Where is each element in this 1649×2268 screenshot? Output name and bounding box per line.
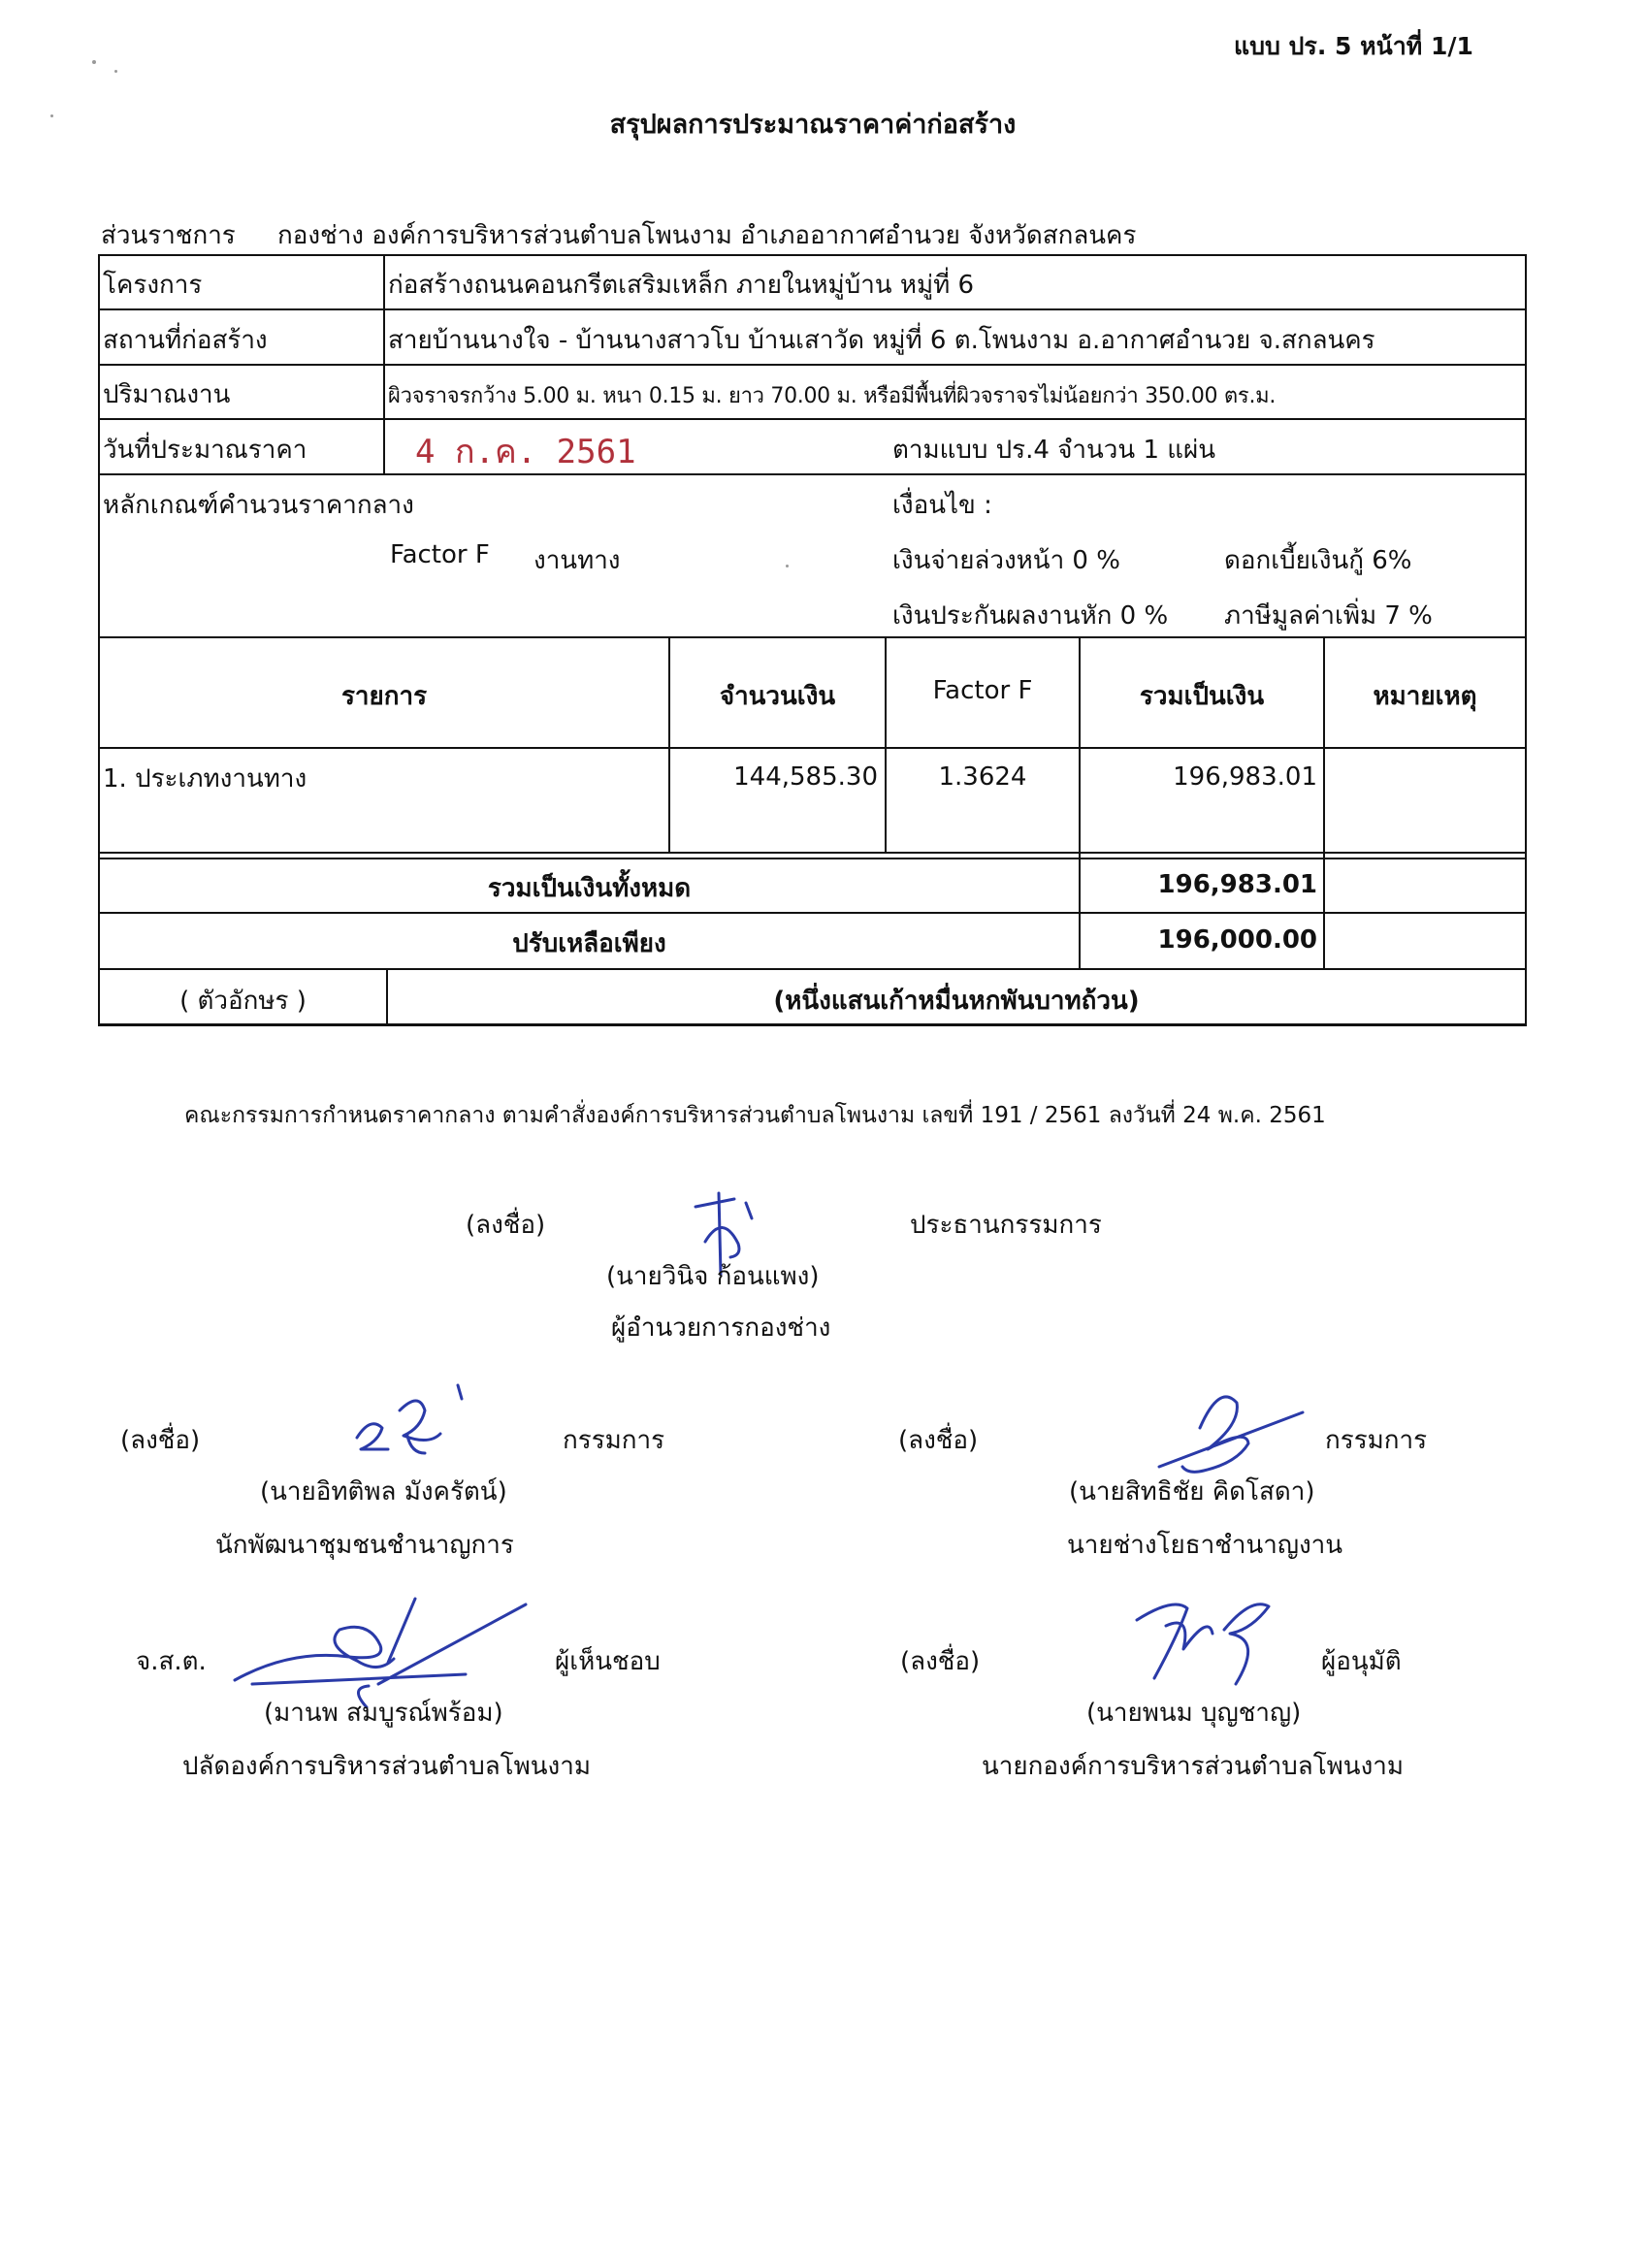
committee-note: คณะกรรมการกำหนดราคากลาง ตามคำสั่งองค์การบริหารส่วนตำบลโพนงาม เลขที่ 191 / 2561 ลงวันที่ 24 พ.ค. 2561 (184, 1103, 1326, 1128)
quantity-value: ผิวจราจรกว้าง 5.00 ม. หนา 0.15 ม. ยาว 70.00 ม. หรือมีพื้นที่ผิวจราจรไม่น้อยกว่า 350.00 ตร.ม. (388, 384, 1277, 408)
retention: เงินประกันผลงานหัก 0 % (892, 601, 1169, 631)
row-item: 1. ประเภทงานทาง (103, 764, 307, 794)
drawing-reference: ตามแบบ ปร.4 จำนวน 1 แผ่น (892, 436, 1216, 465)
name: (นายพนม บุญชาญ) (1086, 1699, 1302, 1728)
col-header-total: รวมเป็นเงิน (1139, 682, 1265, 711)
role: ประธานกรรมการ (910, 1211, 1102, 1240)
name: (นายอิทติพล มังครัตน์) (260, 1477, 507, 1507)
sign-label: จ.ส.ต. (136, 1647, 207, 1676)
role: กรรมการ (1325, 1426, 1428, 1455)
col-header-item: รายการ (340, 682, 428, 711)
role: กรรมการ (563, 1426, 665, 1455)
row-amount: 144,585.30 (733, 762, 878, 792)
handwritten-date: 4 ก.ค. 2561 (415, 433, 636, 471)
col-header-amount: จำนวนเงิน (719, 682, 836, 711)
scan-speck (114, 70, 117, 73)
position: ปลัดองค์การบริหารส่วนตำบลโพนงาม (182, 1752, 591, 1781)
agency-value: กองช่าง องค์การบริหารส่วนตำบลโพนงาม อำเภออากาศอำนวย จังหวัดสกลนคร (277, 221, 1137, 250)
row-factor: 1.3624 (938, 762, 1027, 792)
sign-label: (ลงชื่อ) (898, 1426, 979, 1455)
criteria-label: หลักเกณฑ์คำนวนราคากลาง (103, 491, 414, 520)
project-value: ก่อสร้างถนนคอนกรีตเสริมเหล็ก ภายในหมู่บ้าน หมู่ที่ 6 (388, 271, 975, 300)
member2-signature (1140, 1377, 1324, 1474)
scan-speck (786, 565, 789, 567)
loan-interest: ดอกเบี้ยเงินกู้ 6% (1224, 546, 1412, 575)
date-label: วันที่ประมาณราคา (103, 436, 307, 465)
col-header-factor: Factor F (932, 676, 1033, 705)
position: นักพัฒนาชุมชนชำนาญการ (215, 1531, 514, 1560)
form-id: แบบ ปร. 5 หน้าที่ 1/1 (1234, 32, 1473, 60)
project-label: โครงการ (103, 271, 203, 300)
name: (นายสิทธิชัย คิดโสดา) (1069, 1477, 1315, 1507)
approver-signature (1116, 1591, 1300, 1698)
col-header-remark: หมายเหตุ (1373, 682, 1477, 711)
factor-label: Factor F (390, 540, 490, 569)
rounded-total-value: 196,000.00 (1157, 925, 1317, 955)
conditions-label: เงื่อนไข : (892, 491, 992, 520)
rounded-total-label: ปรับเหลือเพียง (512, 929, 666, 958)
row-total: 196,983.01 (1173, 762, 1317, 792)
factor-type: งานทาง (534, 546, 621, 575)
scan-speck (92, 60, 96, 64)
location-value: สายบ้านนางใจ - บ้านนางสาวโบ บ้านเสาวัด หมู่ที่ 6 ต.โพนงาม อ.อากาศอำนวย จ.สกลนคร (388, 326, 1375, 355)
sign-label: (ลงชื่อ) (466, 1211, 546, 1240)
position: นายช่างโยธาชำนาญงาน (1067, 1531, 1343, 1560)
agency-label: ส่วนราชการ (101, 221, 236, 250)
page-title: สรุปผลการประมาณราคาค่าก่อสร้าง (609, 110, 1017, 140)
grand-total-label: รวมเป็นเงินทั้งหมด (487, 874, 692, 903)
position: นายกองค์การบริหารส่วนตำบลโพนงาม (982, 1752, 1405, 1781)
in-words-value: (หนึ่งแสนเก้าหมื่นหกพันบาทถ้วน) (773, 987, 1140, 1016)
member1-signature (349, 1377, 485, 1465)
advance-payment: เงินจ่ายล่วงหน้า 0 % (892, 546, 1120, 575)
vat: ภาษีมูลค่าเพิ่ม 7 % (1224, 601, 1433, 631)
role: ผู้อนุมัติ (1321, 1647, 1402, 1676)
grand-total-value: 196,983.01 (1157, 870, 1317, 899)
role: ผู้เห็นชอบ (555, 1647, 661, 1676)
sign-label: (ลงชื่อ) (900, 1647, 981, 1676)
sign-label: (ลงชื่อ) (120, 1426, 201, 1455)
name: (มานพ สมบูรณ์พร้อม) (264, 1699, 503, 1728)
position: ผู้อำนวยการกองช่าง (611, 1313, 831, 1343)
location-label: สถานที่ก่อสร้าง (103, 326, 268, 355)
name: (นายวินิจ ก้อนแพง) (606, 1262, 820, 1291)
in-words-label: ( ตัวอักษร ) (179, 987, 307, 1016)
quantity-label: ปริมาณงาน (103, 380, 231, 409)
